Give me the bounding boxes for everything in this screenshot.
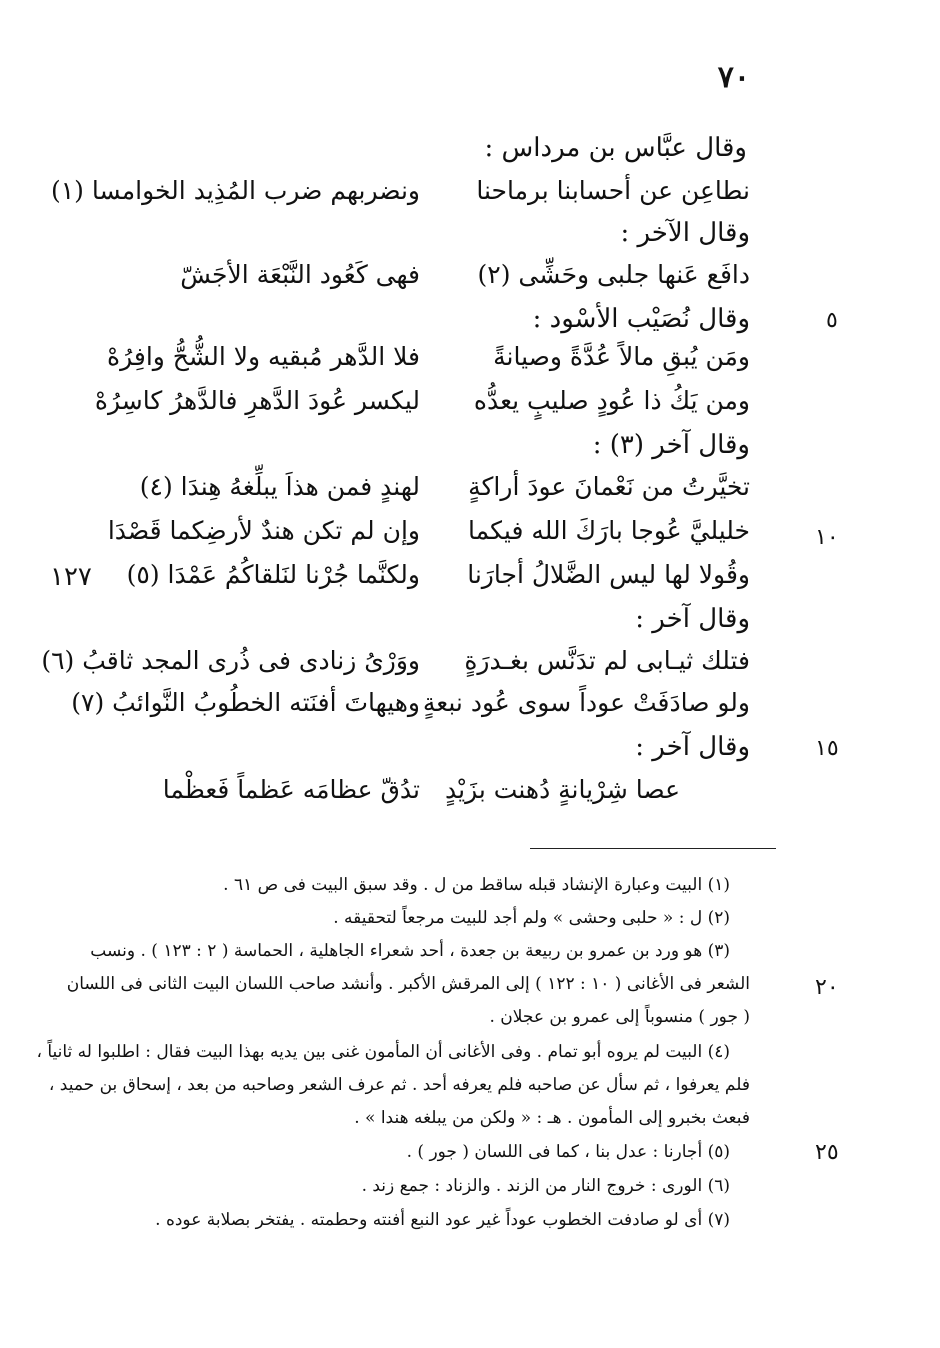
line-number: ٢٠ bbox=[815, 975, 839, 1000]
verse-second-hemistich: فلا الدَّهر مُبقيه ولا الشُّحُّ وافِرُهْ bbox=[107, 342, 420, 371]
footnote: (٦) الورى : خروج النار من الزند . والزناد : جمع زند . bbox=[361, 1176, 730, 1196]
verse-first-hemistich: ومَن يُبقِ مالاً عُدَّةً وصيانةً bbox=[493, 342, 750, 371]
verse-first-hemistich: فتلك ثيـابى لم تدَنَّس بغـدرَةٍ bbox=[464, 646, 750, 675]
verse-first-hemistich: تخيَّرتُ من نَعْمانَ عودَ أراكةٍ bbox=[468, 472, 750, 501]
verse-first-hemistich: وقُولا لها ليس الضَّلالُ أجارَنا bbox=[467, 560, 750, 589]
verse-second-hemistich: ونضربهم ضرب المُذِيد الخوامسا (١) bbox=[50, 176, 420, 205]
verse-first-hemistich: خليليَّ عُوجا بارَكَ الله فيكما bbox=[468, 516, 750, 545]
footnote-separator bbox=[530, 848, 776, 849]
footnote-continuation: ( جور ) منسوباً إلى عمرو بن عجلان . bbox=[489, 1007, 750, 1027]
footnote: (٤) البيت لم يروه أبو تمام . وفى الأغانى أن المأمون غنى بين يديه بهذا البيت فقال : اطلبوا له ثانياً ، bbox=[36, 1042, 730, 1062]
poem-intro: وقال نُصَيْب الأسْود : bbox=[532, 304, 750, 334]
poem-intro: وقال عبَّاس بن مرداس : bbox=[484, 133, 747, 163]
poem-intro: وقال الآخر : bbox=[620, 218, 750, 248]
verse-second-hemistich: ووَرْىُ زنادى فى ذُرى المجد ثاقبُ (٦) bbox=[41, 646, 420, 675]
verse-first-hemistich: دافَع عَنها جلبى وحَشِّى (٢) bbox=[477, 260, 750, 289]
footnote: (٢) ل : « حلبى وحشى » ولم أجد للبيت مرجعاً لتحقيقه . bbox=[333, 908, 730, 928]
verse-second-hemistich: فهى كَعُود النَّبْعَة الأجَشّ bbox=[180, 260, 420, 289]
line-number: ١٠ bbox=[815, 525, 839, 550]
page-number: ٧٠ bbox=[717, 60, 750, 95]
outer-margin-number: ١٢٧ bbox=[50, 562, 92, 592]
poem-intro: وقال آخر : bbox=[635, 604, 750, 634]
footnote: (١) البيت وعبارة الإنشاد قبله ساقط من ل . وقد سبق البيت فى ص ٦١ . bbox=[223, 875, 730, 895]
footnote-continuation: فلم يعرفوا ، ثم سأل عن صاحبه فلم يعرفه أحد . ثم عرف الشعر وصاحبه من بعد ، إسحاق بن حميد ، bbox=[48, 1075, 750, 1095]
verse-second-hemistich: تدُقّ عظامَه عَظماً فَعظْما bbox=[162, 775, 420, 804]
verse-first-hemistich: ومن يَكُ ذا عُودٍ صليبٍ يعدُّه bbox=[473, 386, 750, 415]
verse-first-hemistich: نطاعِن عن أحسابنا برماحنا bbox=[476, 176, 750, 205]
verse-second-hemistich: لهندٍ فمن هذاَ يبلِّغهُ هِندَا (٤) bbox=[139, 472, 420, 501]
verse-second-hemistich: ليكسر عُودَ الدَّهرِ فالدَّهرُ كاسِرُهْ bbox=[94, 386, 420, 415]
line-number: ١٥ bbox=[815, 736, 839, 761]
verse-second-hemistich: وهيهاتَ أفنَته الخطُوبُ النَّوائبُ (٧) bbox=[71, 688, 420, 717]
footnote: (٧) أى لو صادفت الخطوب عوداً غير عود النبع أفنته وحطمته . يفتخر بصلابة عوده . bbox=[155, 1210, 730, 1230]
verse-first-hemistich: ولو صادَفَتْ عوداً سوى عُود نبعةٍ bbox=[422, 688, 750, 717]
footnote: (٥) أجارنا : عدل بنا ، كما فى اللسان ( جور ) . bbox=[406, 1142, 730, 1162]
verse-second-hemistich: وإن لم تكن هندٌ لأرضِكما قَصْدَا bbox=[107, 516, 420, 545]
footnote-continuation: فبعث بخبرو إلى المأمون . هـ : « ولكن من يبلغه هندا » . bbox=[354, 1108, 750, 1128]
footnote-continuation: الشعر فى الأغانى ( ١٠ : ١٢٢ ) إلى المرقش الأكبر . وأنشد صاحب اللسان البيت الثانى فى اللسان bbox=[66, 974, 750, 994]
poem-intro: وقال آخر (٣) : bbox=[592, 430, 750, 460]
line-number: ٢٥ bbox=[815, 1140, 839, 1165]
verse-second-hemistich: ولكنَّما جُرْنا لنَلقاكُمُ عَمْدَا (٥) bbox=[126, 560, 420, 589]
footnote: (٣) هو ورد بن عمرو بن ربيعة بن جعدة ، أحد شعراء الجاهلية ، الحماسة ( ٢ : ١٢٣ ) . ونسب bbox=[90, 941, 730, 961]
verse-first-hemistich: عصا شِرْيانةٍ دُهنت بزَيْدٍ bbox=[445, 775, 680, 804]
line-number: ٥ bbox=[826, 308, 838, 333]
poem-intro: وقال آخر : bbox=[635, 732, 750, 762]
